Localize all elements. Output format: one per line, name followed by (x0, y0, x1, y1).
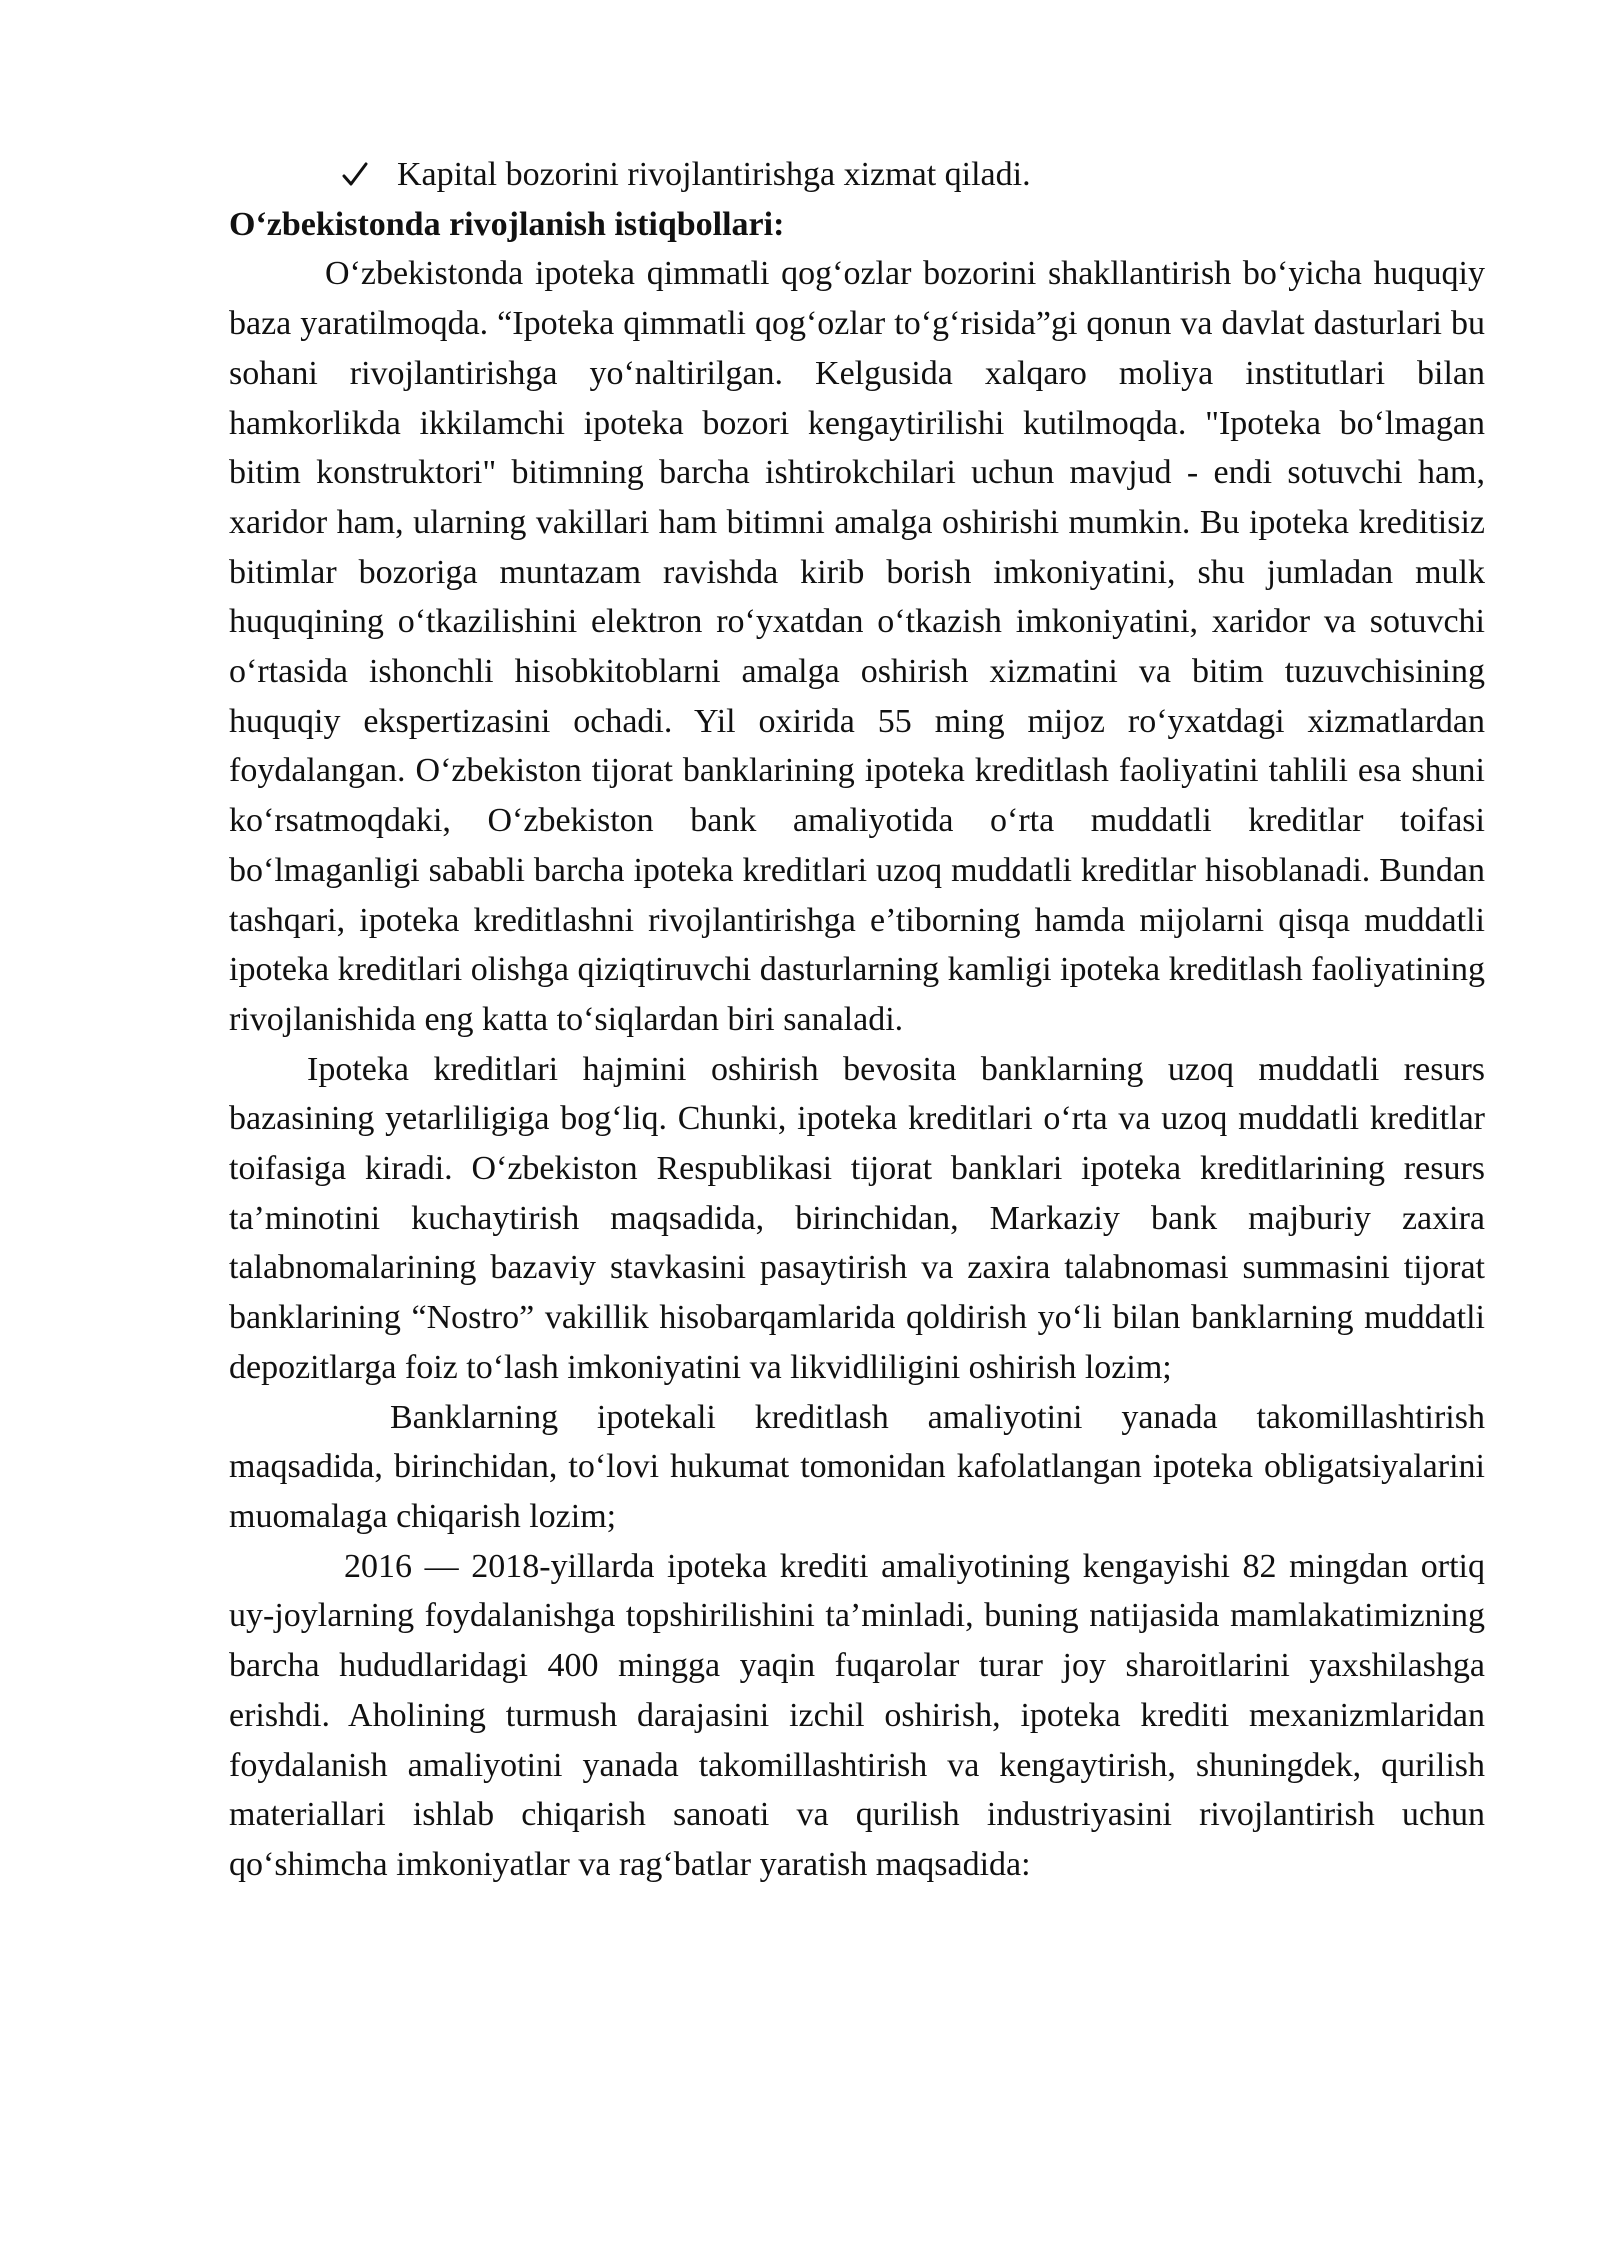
checklist-item-text: Kapital bozorini rivojlantirishga xizmat qiladi. (397, 156, 1031, 193)
section-heading: O‘zbekistonda rivojlanish istiqbollari: (229, 205, 785, 243)
paragraph-2: Ipoteka kreditlari hajmini oshirish bevosita banklarning uzoq muddatli resurs bazasining yetarliligiga bog‘liq. Chunki, ipoteka kreditlari o‘rta va uzoq muddatli kreditlar toifasiga kiradi. O‘zbekiston Respublikasi tijorat banklari ipoteka kreditlarining resurs ta’minotini kuchaytirish maqsadida, birinchidan, Markaziy bank majburiy zaxira talabnomalarining bazaviy stavkasini pasaytirish va zaxira talabnomasi summasini tijorat banklarining “Nostro” vakillik hisobarqamlarida qoldirish yo‘li bilan banklarning muddatli depozitlarga foiz to‘lash imkoniyatini va likvidliligini oshirish lozim; (229, 1050, 1485, 1386)
checkmark-icon (341, 150, 381, 200)
paragraph-1: O‘zbekistonda ipoteka qimmatli qog‘ozlar bozorini shakllantirish bo‘yicha huquqiy baza yaratilmoqda. “Ipoteka qimmatli qog‘ozlar to‘g‘risida”gi qonun va davlat dasturlari bu sohani rivojlantirishga yo‘naltirilgan. Kelgusida xalqaro moliya institutlari bilan hamkorlikda ikkilamchi ipoteka bozori kengaytirilishi kutilmoqda. "Ipoteka bo‘lmagan bitim konstruktori" bitimning barcha ishtirokchilari uchun mavjud - endi sotuvchi ham, xaridor ham, ularning vakillari ham bitimni amalga oshirishi mumkin. Bu ipoteka kreditisiz bitimlar bozoriga muntazam ravishda kirib borish imkoniyatini, shu jumladan mulk huquqining o‘tkazilishini elektron ro‘yxatdan o‘tkazish imkoniyatini, xaridor va sotuvchi o‘rtasida ishonchli hisobkitoblarni amalga oshirish xizmatini va bitim tuzuvchisining huquqiy ekspertizasini ochadi. Yil oxirida 55 ming mijoz ro‘yxatdagi xizmatlardan foydalangan. O‘zbekiston tijorat banklarining ipoteka kreditlash faoliyatini tahlili esa shuni ko‘rsatmoqdaki, O‘zbekiston bank amaliyotida o‘rta muddatli kreditlar toifasi bo‘lmaganligi sababli barcha ipoteka kreditlari uzoq muddatli kreditlar hisoblanadi. Bundan tashqari, ipoteka kreditlashni rivojlantirishga e’tiborning hamda mijolarni qisqa muddatli ipoteka kreditlari olishga qiziqtiruvchi dasturlarning kamligi ipoteka kreditlash faoliyatining rivojlanishida eng katta to‘siqlardan biri sanaladi. (229, 255, 1485, 1038)
document-page (229, 150, 1485, 1890)
paragraph-3: Banklarning ipotekali kreditlash amaliyotini yanada takomillashtirish maqsadida, birinchidan, to‘lovi hukumat tomonidan kafolatlangan ipoteka obligatsiyalarini muomalaga chiqarish lozim; (229, 1398, 1485, 1535)
paragraph-4: 2016 — 2018-yillarda ipoteka krediti amaliyotining kengayishi 82 mingdan ortiq uy-joylarning foydalanishga topshirilishini ta’minladi, buning natijasida mamlakatimizning barcha hududlaridagi 400 mingga yaqin fuqarolar turar joy sharoitlarini yaxshilashga erishdi. Aholining turmush darajasini izchil oshirish, ipoteka krediti mexanizmlaridan foydalanish amaliyotini yanada takomillashtirish va kengaytirish, shuningdek, qurilish materiallari ishlab chiqarish sanoati va qurilish industriyasini rivojlantirish uchun qo‘shimcha imkoniyatlar va rag‘batlar yaratish maqsadida: (229, 1547, 1485, 1883)
checklist-item (229, 150, 1485, 200)
